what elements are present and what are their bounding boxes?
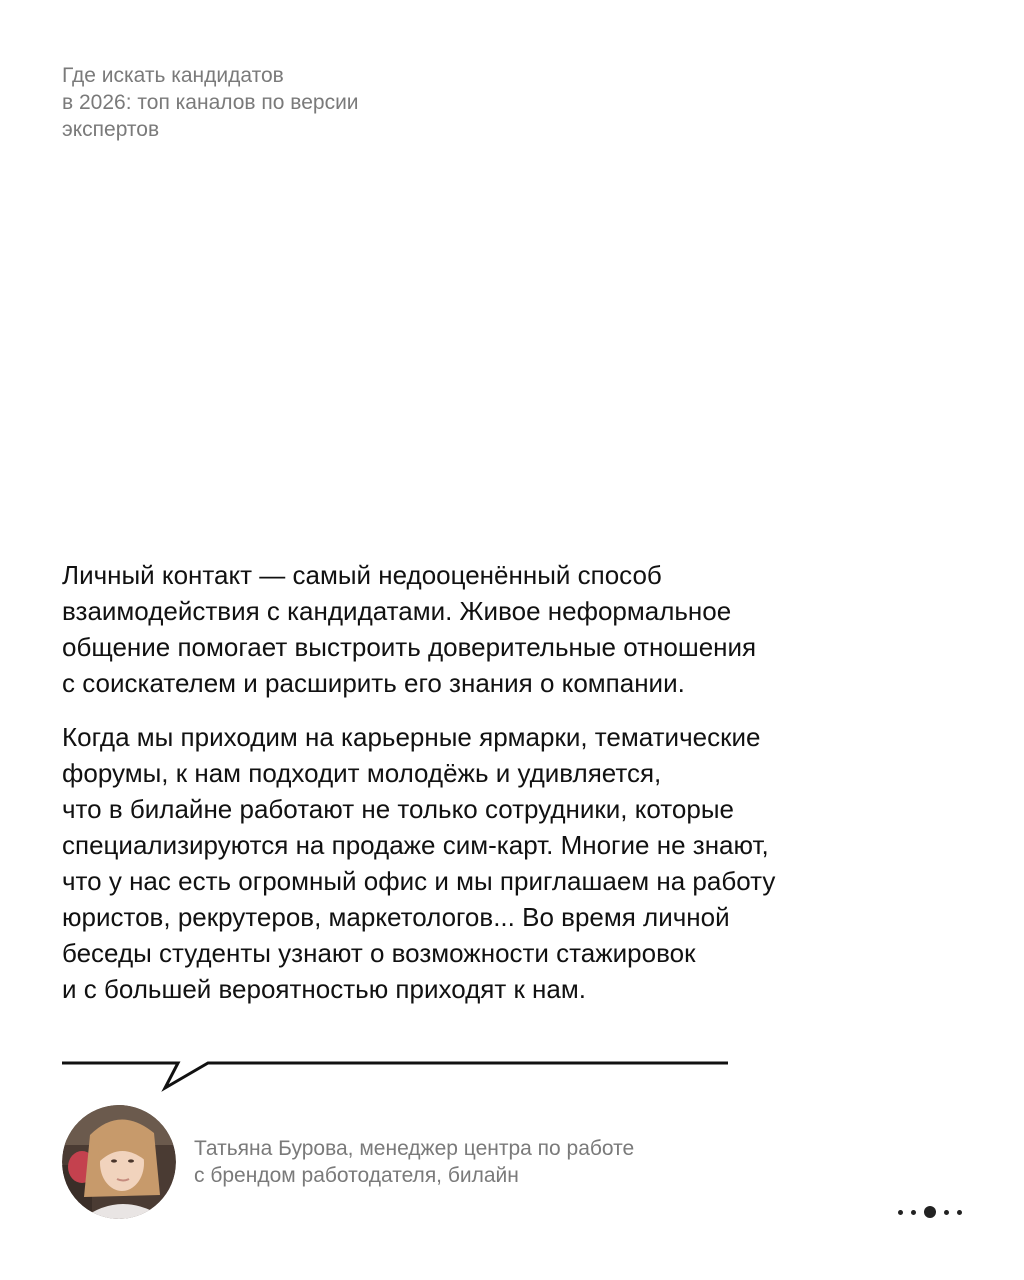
author-block	[62, 1105, 634, 1219]
quote-line: Когда мы приходим на карьерные ярмарки, тематические	[62, 722, 761, 752]
quote-text	[62, 557, 892, 1025]
author-caption-line: Татьяна Бурова, менеджер центра по работе	[194, 1137, 635, 1160]
quote-line: беседы студенты узнают о возможности стажировок	[62, 938, 696, 968]
author-caption-line: с брендом работодателя, билайн	[194, 1164, 519, 1187]
quote-paragraph-1	[62, 557, 892, 701]
page-title-line: Где искать кандидатов	[62, 64, 284, 87]
pagination-dot-active[interactable]	[924, 1206, 936, 1218]
quote-line: Личный контакт — самый недооценённый способ	[62, 560, 662, 590]
quote-line: взаимодействия с кандидатами. Живое неформальное	[62, 596, 732, 626]
quote-line: и с большей вероятностью приходят к нам.	[62, 974, 586, 1004]
pagination-dot[interactable]	[957, 1210, 962, 1215]
quote-paragraph-2	[62, 719, 892, 1007]
quote-line: форумы, к нам подходит молодёжь и удивляется,	[62, 758, 662, 788]
quote-line: что в билайне работают не только сотрудники, которые	[62, 794, 734, 824]
pagination-dot[interactable]	[911, 1210, 916, 1215]
pagination-dot[interactable]	[898, 1210, 903, 1215]
quote-line: с соискателем и расширить его знания о компании.	[62, 668, 685, 698]
author-caption	[194, 1135, 634, 1189]
speech-bubble-tail-icon	[62, 1055, 728, 1095]
quote-line: что у нас есть огромный офис и мы приглашаем на работу	[62, 866, 776, 896]
pagination-dots	[890, 1206, 962, 1218]
quote-line: юристов, рекрутеров, маркетологов... Во время личной	[62, 902, 730, 932]
page-title	[62, 62, 442, 143]
page-title-line: в 2026: топ каналов по версии	[62, 91, 359, 114]
pagination-dot[interactable]	[944, 1210, 949, 1215]
quote-line: специализируются на продаже сим-карт. Многие не знают,	[62, 830, 769, 860]
quote-line: общение помогает выстроить доверительные отношения	[62, 632, 757, 662]
avatar	[62, 1105, 176, 1219]
page-title-line: экспертов	[62, 118, 160, 141]
